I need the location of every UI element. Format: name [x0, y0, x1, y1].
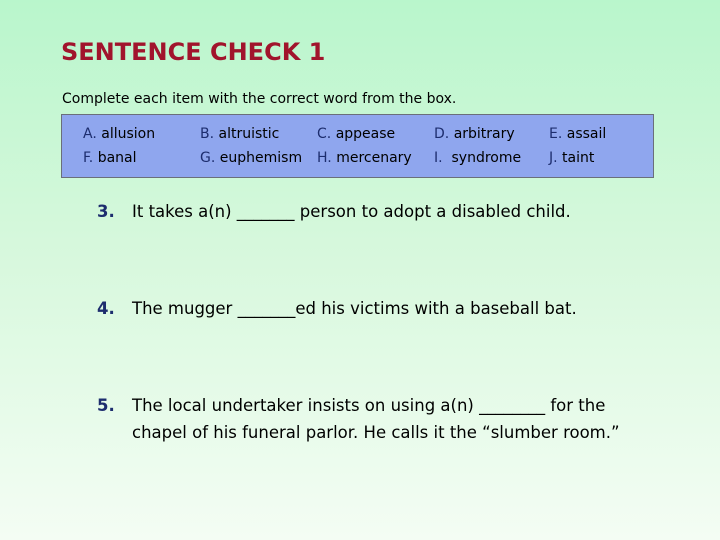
word-option-e: E. assail	[549, 126, 607, 142]
word-option-a: A. allusion	[83, 126, 156, 142]
word-option-f: F. banal	[83, 150, 137, 166]
question-number: 4.	[97, 299, 115, 318]
word-option-c: C. appease	[317, 126, 396, 142]
question-number: 3.	[97, 202, 115, 221]
word-option-j: J. taint	[549, 150, 595, 166]
question-3	[97, 198, 571, 225]
question-text: It takes a(n) _______ person to adopt a disabled child.	[132, 202, 571, 221]
question-text: The mugger _______ed his victims with a baseball bat.	[132, 299, 577, 318]
question-4	[97, 295, 577, 322]
question-text-continued: chapel of his funeral parlor. He calls it the “slumber room.”	[132, 423, 620, 442]
question-text: The local undertaker insists on using a(n) ________ for the	[132, 396, 606, 415]
instructions: Complete each item with the correct word from the box.	[62, 91, 457, 107]
word-option-b: B. altruistic	[200, 126, 280, 142]
word-option-g: G. euphemism	[200, 150, 303, 166]
word-box	[61, 114, 654, 178]
question-5	[97, 392, 620, 446]
word-option-h: H. mercenary	[317, 150, 412, 166]
page-title: SENTENCE CHECK 1	[61, 38, 326, 66]
word-option-d: D. arbitrary	[434, 126, 515, 142]
question-number: 5.	[97, 396, 115, 415]
word-option-i: I. syndrome	[434, 150, 522, 166]
